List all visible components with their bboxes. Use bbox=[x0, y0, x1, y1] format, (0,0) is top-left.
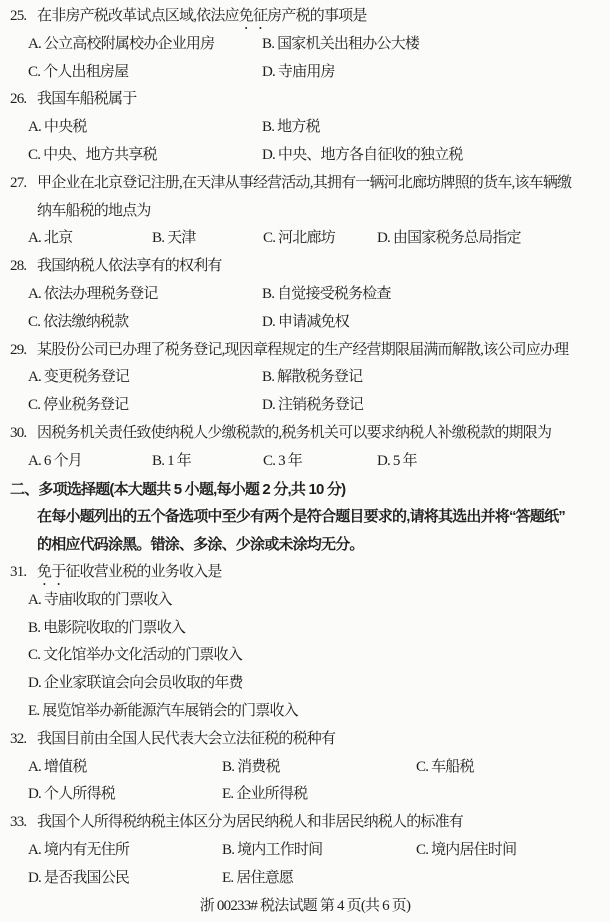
question-31-option-row-c bbox=[0, 642, 610, 670]
section-2-instruction-1: 在每小题列出的五个备选项中至少有两个是符合题目要求的,请将其选出并将“答题纸” bbox=[37, 508, 565, 526]
question-30-option-d: D. 5 年 bbox=[377, 452, 417, 469]
question-28-number: 28. bbox=[10, 258, 27, 275]
question-32-option-b: B. 消费税 bbox=[222, 758, 280, 775]
question-31-option-e: E. 展览馆举办新能源汽车展销会的门票收入 bbox=[28, 702, 298, 719]
question-26-option-b: B. 地方税 bbox=[262, 119, 320, 136]
question-31-stem-emphasis: 免于 bbox=[37, 563, 66, 580]
question-25-option-c: C. 个人出租房屋 bbox=[28, 63, 129, 80]
question-27-number: 27. bbox=[10, 174, 27, 191]
question-26-option-a: A. 中央税 bbox=[28, 119, 87, 136]
question-25-stem bbox=[37, 3, 367, 33]
question-27-stem: 甲企业在北京登记注册,在天津从事经营活动,其拥有一辆河北廊坊牌照的货车,该车辆缴 bbox=[37, 174, 572, 191]
question-26-stem: 我国车船税属于 bbox=[37, 91, 137, 108]
question-25-option-d: D. 寺庙用房 bbox=[262, 63, 335, 80]
section-2-instruction-2: 的相应代码涂黑。错涂、多涂、少涂或未涂均无分。 bbox=[37, 536, 364, 554]
question-33-option-e: E. 居住意愿 bbox=[222, 869, 294, 886]
question-25-stem-post: 房产税的事项是 bbox=[267, 8, 367, 24]
question-27-stem-line-1 bbox=[0, 170, 610, 198]
question-31-option-b: B. 电影院收取的门票收入 bbox=[28, 619, 186, 636]
question-27-stem-continued: 纳车船税的地点为 bbox=[37, 202, 151, 219]
question-33-option-c: C. 境内居住时间 bbox=[416, 841, 517, 858]
question-29-options-row-1 bbox=[0, 364, 610, 392]
question-25-options-row-2 bbox=[0, 59, 610, 87]
section-2-instruction-line-2 bbox=[0, 531, 610, 559]
question-29-stem-line bbox=[0, 337, 610, 365]
question-30-option-b: B. 1 年 bbox=[152, 452, 191, 469]
question-25-stem-pre: 在非房产税改革试点区域,依法应 bbox=[37, 8, 239, 24]
question-25-option-a: A. 公立高校附属校办企业用房 bbox=[28, 35, 215, 52]
question-31-number: 31. bbox=[10, 563, 27, 580]
page-footer-line bbox=[0, 893, 610, 921]
question-30-number: 30. bbox=[10, 424, 27, 441]
question-30-option-a: A. 6 个月 bbox=[28, 452, 82, 469]
question-33-option-d: D. 是否我国公民 bbox=[28, 869, 130, 886]
question-27-options-row bbox=[0, 225, 610, 253]
question-27-option-a: A. 北京 bbox=[28, 230, 73, 247]
question-27-option-d: D. 由国家税务总局指定 bbox=[377, 230, 521, 247]
question-32-options-row-1 bbox=[0, 754, 610, 782]
question-28-options-row-1 bbox=[0, 281, 610, 309]
question-30-stem-line bbox=[0, 420, 610, 448]
question-28-option-b: B. 自觉接受税务检查 bbox=[262, 285, 391, 302]
question-30-option-c: C. 3 年 bbox=[263, 452, 302, 469]
question-28-stem: 我国纳税人依法享有的权利有 bbox=[37, 258, 222, 275]
question-31-stem-line bbox=[0, 559, 610, 587]
question-28-stem-line bbox=[0, 253, 610, 281]
question-26-options-row-2 bbox=[0, 142, 610, 170]
question-30-stem: 因税务机关责任致使纳税人少缴税款的,税务机关可以要求纳税人补缴税款的期限为 bbox=[37, 424, 552, 441]
question-31-option-row-e bbox=[0, 698, 610, 726]
question-29-option-b: B. 解散税务登记 bbox=[262, 369, 363, 386]
question-33-options-row-2 bbox=[0, 865, 610, 893]
question-25-stem-emphasis: 免征 bbox=[238, 8, 268, 24]
question-25-option-b: B. 国家机关出租办公大楼 bbox=[262, 35, 420, 52]
question-33-stem-line bbox=[0, 809, 610, 837]
question-32-option-c: C. 车船税 bbox=[416, 758, 474, 775]
question-32-option-a: A. 增值税 bbox=[28, 758, 87, 775]
section-2-header-line bbox=[0, 476, 610, 504]
question-28-options-row-2 bbox=[0, 309, 610, 337]
question-28-option-a: A. 依法办理税务登记 bbox=[28, 285, 158, 302]
question-29-option-d: D. 注销税务登记 bbox=[262, 397, 364, 414]
question-32-number: 32. bbox=[10, 730, 27, 747]
question-31-option-row-d bbox=[0, 670, 610, 698]
question-31-option-c: C. 文化馆举办文化活动的门票收入 bbox=[28, 647, 242, 664]
question-33-number: 33. bbox=[10, 814, 27, 831]
question-28-option-c: C. 依法缴纳税款 bbox=[28, 313, 129, 330]
question-25-options-row-1 bbox=[0, 31, 610, 59]
question-31-stem-post: 征收营业税的业务收入是 bbox=[65, 563, 222, 580]
question-29-number: 29. bbox=[10, 341, 27, 358]
question-32-stem: 我国目前由全国人民代表大会立法征税的税种有 bbox=[37, 730, 336, 747]
question-32-stem-line bbox=[0, 726, 610, 754]
question-31-option-d: D. 企业家联谊会向会员收取的年费 bbox=[28, 675, 243, 692]
question-32-option-d: D. 个人所得税 bbox=[28, 786, 115, 803]
question-33-stem: 我国个人所得税纳税主体区分为居民纳税人和非居民纳税人的标准有 bbox=[37, 814, 464, 831]
question-28-option-d: D. 申请减免权 bbox=[262, 313, 349, 330]
section-2-instruction-line-1 bbox=[0, 503, 610, 531]
question-27-option-b: B. 天津 bbox=[152, 230, 196, 247]
question-30-options-row bbox=[0, 448, 610, 476]
question-31-option-row-a bbox=[0, 587, 610, 615]
question-29-stem: 某股份公司已办理了税务登记,现因章程规定的生产经营期限届满而解散,该公司应办理 bbox=[37, 341, 569, 358]
question-25-number: 25. bbox=[10, 8, 27, 24]
question-31-option-row-b bbox=[0, 615, 610, 643]
question-27-stem-line-2 bbox=[0, 198, 610, 226]
question-29-option-c: C. 停业税务登记 bbox=[28, 397, 129, 414]
page-footer: 浙 00233# 税法试题 第 4 页(共 6 页) bbox=[199, 897, 411, 914]
section-2-title: 二、多项选择题(本大题共 5 小题,每小题 2 分,共 10 分) bbox=[10, 480, 346, 498]
question-33-option-a: A. 境内有无住所 bbox=[28, 841, 130, 858]
question-25-stem-line bbox=[0, 3, 610, 31]
question-29-options-row-2 bbox=[0, 392, 610, 420]
question-26-options-row-1 bbox=[0, 114, 610, 142]
question-31-stem bbox=[37, 559, 222, 589]
question-29-option-a: A. 变更税务登记 bbox=[28, 369, 130, 386]
question-26-option-d: D. 中央、地方各自征收的独立税 bbox=[262, 146, 463, 163]
question-26-option-c: C. 中央、地方共享税 bbox=[28, 146, 157, 163]
question-33-option-b: B. 境内工作时间 bbox=[222, 841, 323, 858]
question-32-options-row-2 bbox=[0, 781, 610, 809]
question-26-stem-line bbox=[0, 86, 610, 114]
question-26-number: 26. bbox=[10, 91, 27, 108]
question-27-option-c: C. 河北廊坊 bbox=[263, 230, 335, 247]
question-32-option-e: E. 企业所得税 bbox=[222, 786, 308, 803]
question-31-option-a: A. 寺庙收取的门票收入 bbox=[28, 591, 172, 608]
question-33-options-row-1 bbox=[0, 837, 610, 865]
